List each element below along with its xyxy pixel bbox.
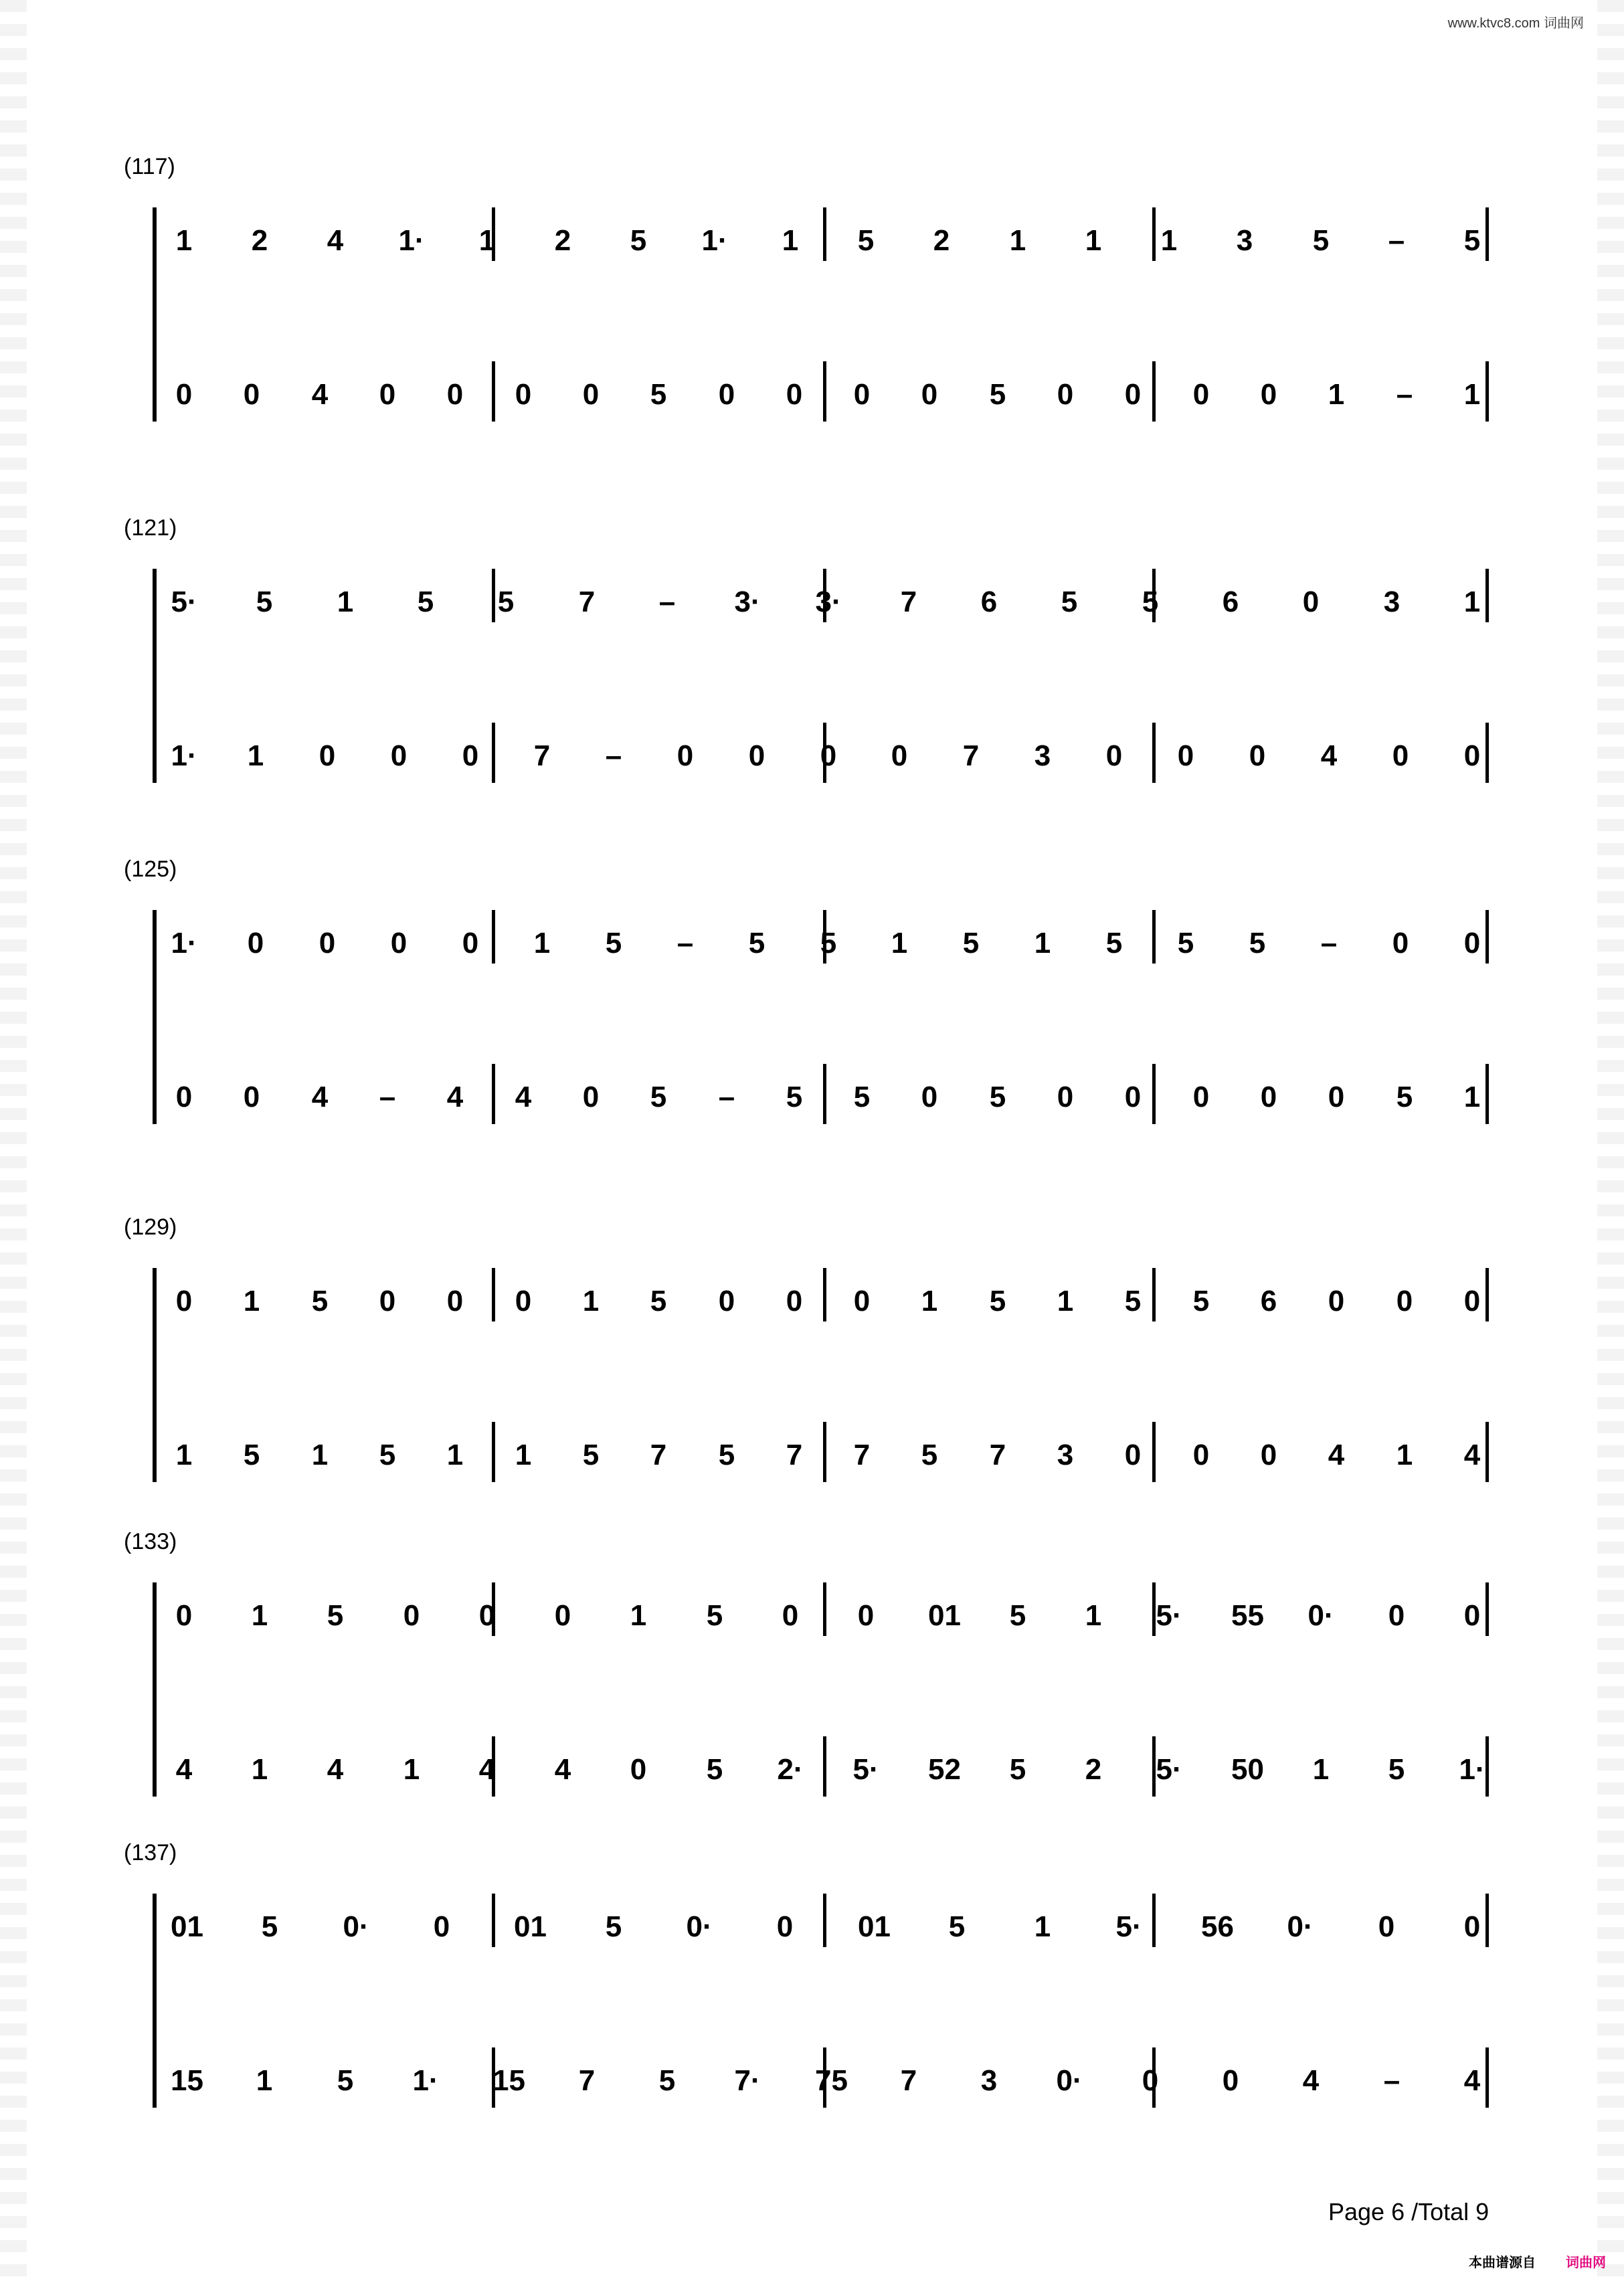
upper-note: 5 [1105,927,1123,960]
upper-note: 0 [390,927,408,960]
upper-note: 7 [900,585,917,618]
lower-note: 0 [786,378,803,411]
barline-lower [492,1064,495,1124]
upper-note: 1 [1085,1599,1102,1632]
upper-note: 1 [1009,224,1026,257]
upper-note: 5 [1177,927,1194,960]
upper-note: 3· [734,585,761,618]
lower-note: 0 [1222,2064,1239,2097]
lower-note: 1· [1459,1753,1485,1786]
upper-note: 3 [1383,585,1401,618]
lower-note: 0 [462,739,479,772]
barline-lower [1485,723,1489,783]
lower-note: 5 [853,1081,871,1113]
upper-note: 0 [1396,1285,1413,1317]
upper-note: 3· [815,585,842,618]
lower-note: 0 [1392,739,1409,772]
upper-note: 0 [175,1285,193,1317]
lower-note: 1 [1396,1439,1413,1471]
upper-note: 5· [1115,1910,1142,1943]
upper-note: 5 [256,585,273,618]
upper-note: 2 [251,224,268,257]
upper-note: 1 [1034,1910,1051,1943]
left-border-decoration [0,0,27,2283]
lower-note: 4 [311,1081,329,1113]
upper-note: 0 [1392,927,1409,960]
lower-note: 5 [786,1081,803,1113]
upper-note: 1 [630,1599,647,1632]
upper-note: 5 [605,927,622,960]
upper-note: 0 [853,1285,871,1317]
upper-note: 0 [515,1285,532,1317]
lower-note: 7 [989,1439,1006,1471]
system-brace [153,569,157,783]
lower-note: 0 [1057,378,1074,411]
upper-note: 5 [1192,1285,1210,1317]
upper-note: 0 [462,927,479,960]
lower-note: 4 [515,1081,532,1113]
lower-note: 5 [650,378,667,411]
barline-upper [492,1894,495,1947]
brand-logo: 词曲网 [1566,2256,1606,2270]
lower-note: 7 [962,739,980,772]
upper-note: 0 [175,1599,193,1632]
lower-note: 0 [1249,739,1266,772]
upper-note: 0 [446,1285,464,1317]
lower-note: 1 [446,1439,464,1471]
barline-lower [823,361,826,422]
lower-note: 1· [412,2064,439,2097]
lower-note: 0 [582,378,600,411]
upper-note: 0· [1307,1599,1334,1632]
page-number: Page 6 /Total 9 [1328,2198,1490,2225]
upper-note: 5 [497,585,515,618]
upper-note: 6 [1260,1285,1277,1317]
barline-lower [1152,1422,1156,1482]
upper-note: 6 [980,585,998,618]
upper-note: 0 [319,927,336,960]
lower-note: 0 [1260,1081,1277,1113]
lower-note: 0 [1124,1439,1142,1471]
lower-note: 0 [1260,1439,1277,1471]
upper-note: 5 [962,927,980,960]
lower-note: 15 [171,2064,203,2097]
upper-note: 5 [417,585,434,618]
upper-note: 0 [1302,585,1320,618]
lower-note: 5 [243,1439,260,1471]
upper-note: 1 [1160,224,1178,257]
barline-lower [1485,361,1489,422]
upper-note: 1· [701,224,728,257]
upper-note: 1 [1463,585,1481,618]
upper-note: 5 [857,224,875,257]
lower-note: 3 [1034,739,1051,772]
upper-note: 5 [605,1910,622,1943]
lower-note: 1 [1463,1081,1481,1113]
upper-note: 5 [650,1285,667,1317]
lower-note: 4 [1463,1439,1481,1471]
lower-note: 7 [650,1439,667,1471]
upper-note: 0 [786,1285,803,1317]
upper-note: 0 [1463,927,1481,960]
upper-note: 5 [820,927,837,960]
lower-note: 5 [989,1081,1006,1113]
upper-note: 5· [171,585,197,618]
lower-note: 0 [243,1081,260,1113]
lower-note: 0 [1463,739,1481,772]
lower-note: – [1396,378,1413,411]
lower-note: 5 [1388,1753,1405,1786]
lower-note: 7 [533,739,551,772]
upper-note: 0 [379,1285,396,1317]
upper-note: 56 [1201,1910,1234,1943]
lower-note: 50 [1231,1753,1264,1786]
lower-note: 0 [390,739,408,772]
upper-note: 1 [533,927,551,960]
lower-note: 5 [1396,1081,1413,1113]
lower-note: 0 [853,378,871,411]
lower-note: 4 [478,1753,496,1786]
upper-note: 0 [403,1599,420,1632]
lower-note: – [605,739,622,772]
lower-note: 1 [256,2064,273,2097]
lower-note: 75 [815,2064,848,2097]
lower-note: 0 [1057,1081,1074,1113]
barline-upper [823,1268,826,1321]
upper-note: 0 [718,1285,735,1317]
upper-note: 5 [311,1285,329,1317]
system-brace [153,1582,157,1797]
lower-note: 1 [251,1753,268,1786]
upper-note: 1 [1085,224,1102,257]
upper-note: – [1388,224,1405,257]
upper-note: 5 [630,224,647,257]
lower-note: 4 [1302,2064,1320,2097]
upper-note: 0 [1388,1599,1405,1632]
lower-note: 5 [658,2064,676,2097]
upper-note: 01 [514,1910,547,1943]
barline-upper [823,207,826,261]
upper-note: – [676,927,694,960]
upper-note: 0 [1378,1910,1395,1943]
lower-note: 7 [853,1439,871,1471]
barline-upper [823,1582,826,1636]
barline-lower [1152,1064,1156,1124]
lower-note: 4 [175,1753,193,1786]
upper-note: 0 [1328,1285,1345,1317]
upper-note: 1 [782,224,799,257]
barline-lower [1485,1736,1489,1797]
system-brace [153,1268,157,1482]
barline-upper [1152,910,1156,964]
upper-note: 6 [1222,585,1239,618]
barline-lower [492,361,495,422]
lower-note: 5 [650,1081,667,1113]
upper-note: 5 [1124,1285,1142,1317]
lower-note: 0 [1105,739,1123,772]
barline-lower [1485,2047,1489,2108]
lower-note: 0 [921,378,938,411]
barline-upper [492,910,495,964]
measure-number: (125) [124,856,177,882]
lower-note: 5· [852,1753,879,1786]
lower-note: 0 [319,739,336,772]
lower-note: 4 [446,1081,464,1113]
upper-note: 5· [1156,1599,1182,1632]
upper-note: – [1320,927,1338,960]
lower-note: 0 [1124,1081,1142,1113]
system-brace [153,207,157,422]
system-brace [153,910,157,1124]
lower-note: 5 [337,2064,354,2097]
upper-note: 5 [1061,585,1078,618]
barline-upper [1152,1268,1156,1321]
upper-note: 0 [433,1910,450,1943]
lower-note: 15 [492,2064,525,2097]
upper-note: 5 [748,927,765,960]
lower-note: 1 [403,1753,420,1786]
upper-note: 55 [1231,1599,1264,1632]
lower-note: 1 [247,739,264,772]
upper-note: 5 [706,1599,723,1632]
lower-note: – [1383,2064,1401,2097]
lower-note: 0· [1056,2064,1083,2097]
lower-note: 5· [1156,1753,1182,1786]
upper-note: 1 [251,1599,268,1632]
upper-note: 0· [343,1910,369,1943]
lower-note: 1 [1328,378,1345,411]
barline-upper [492,1268,495,1321]
lower-note: – [379,1081,396,1113]
lower-note: 1 [515,1439,532,1471]
barline-upper [1485,207,1489,261]
upper-note: 01 [171,1910,203,1943]
upper-note: 0 [776,1910,794,1943]
lower-note: 0 [1142,2064,1159,2097]
measure-number: (133) [124,1529,177,1554]
barline-upper [1152,1894,1156,1947]
lower-note: 52 [928,1753,961,1786]
lower-note: 0 [1192,1081,1210,1113]
upper-note: 7 [578,585,596,618]
lower-note: 5 [706,1753,723,1786]
upper-note: 1 [891,927,908,960]
lower-note: 1 [1312,1753,1330,1786]
measure-number: (121) [124,515,177,541]
barline-lower [823,1422,826,1482]
upper-note: 1· [398,224,425,257]
barline-lower [823,1736,826,1797]
lower-note: 0 [921,1081,938,1113]
lower-note: 0 [748,739,765,772]
lower-note: 0 [1124,378,1142,411]
upper-note: 0 [247,927,264,960]
lower-note: 0 [175,1081,193,1113]
lower-note: 2· [777,1753,804,1786]
upper-note: 0· [1287,1910,1314,1943]
lower-note: 0 [379,378,396,411]
upper-note: 4 [327,224,344,257]
upper-note: 5 [1142,585,1159,618]
lower-note: 7 [900,2064,917,2097]
upper-note: 0· [686,1910,713,1943]
upper-note: 01 [858,1910,891,1943]
upper-note: 5 [1249,927,1266,960]
upper-note: 1 [921,1285,938,1317]
lower-note: 4 [327,1753,344,1786]
lower-note: – [718,1081,735,1113]
lower-note: 4 [1320,739,1338,772]
barline-lower [823,1064,826,1124]
lower-note: 2 [1085,1753,1102,1786]
upper-note: 5 [1009,1599,1026,1632]
upper-note: 01 [928,1599,961,1632]
upper-note: 5 [1463,224,1481,257]
upper-note: 2 [933,224,950,257]
upper-note: 0 [782,1599,799,1632]
upper-note: 5 [327,1599,344,1632]
barline-upper [1485,1582,1489,1636]
upper-note: 5 [1312,224,1330,257]
lower-note: 1 [311,1439,329,1471]
upper-note: 1 [1034,927,1051,960]
lower-note: 0 [718,378,735,411]
upper-note: 1 [175,224,193,257]
lower-note: 4 [311,378,329,411]
lower-note: 0 [891,739,908,772]
upper-note: 3 [1236,224,1253,257]
lower-note: 7 [786,1439,803,1471]
upper-note: 0 [1463,1285,1481,1317]
lower-note: 1· [171,739,197,772]
lower-note: 4 [1328,1439,1345,1471]
barline-lower [492,1422,495,1482]
lower-note: 0 [582,1081,600,1113]
measure-number: (117) [124,154,175,179]
barline-lower [1152,723,1156,783]
lower-note: 0 [243,378,260,411]
barline-lower [1485,1422,1489,1482]
upper-note: 0 [1463,1599,1481,1632]
source-label: 本曲谱源自 [1469,2256,1536,2270]
upper-note: 1 [243,1285,260,1317]
measure-number: (129) [124,1214,177,1240]
upper-note: 1 [478,224,496,257]
lower-note: 5 [582,1439,600,1471]
upper-note: 1· [171,927,197,960]
lower-note: 4 [1463,2064,1481,2097]
lower-note: 0 [1192,1439,1210,1471]
upper-note: 0 [1463,1910,1481,1943]
barline-upper [1485,569,1489,622]
lower-note: 5 [1009,1753,1026,1786]
lower-note: 0 [446,378,464,411]
lower-note: 5 [989,378,1006,411]
upper-note: 1 [1057,1285,1074,1317]
lower-note: 0 [175,378,193,411]
lower-note: 0 [1260,378,1277,411]
upper-note: 0 [478,1599,496,1632]
upper-note: 0 [554,1599,571,1632]
lower-note: 3 [980,2064,998,2097]
barline-lower [492,723,495,783]
lower-note: 3 [1057,1439,1074,1471]
lower-note: 1 [175,1439,193,1471]
barline-upper [1485,910,1489,964]
lower-note: 0 [676,739,694,772]
lower-note: 0 [630,1753,647,1786]
barline-upper [1485,1894,1489,1947]
barline-upper [1485,1268,1489,1321]
upper-note: 0 [857,1599,875,1632]
lower-note: 5 [921,1439,938,1471]
lower-note: 0 [515,378,532,411]
upper-note: 2 [554,224,571,257]
barline-upper [823,1894,826,1947]
upper-note: – [658,585,676,618]
lower-note: 0 [1328,1081,1345,1113]
site-watermark: www.ktvc8.com 词曲网 [1447,16,1584,31]
lower-note: 5 [718,1439,735,1471]
lower-note: 0 [1177,739,1194,772]
upper-note: 5 [948,1910,966,1943]
upper-note: 5 [261,1910,278,1943]
lower-note: 4 [554,1753,571,1786]
barline-lower [1152,361,1156,422]
upper-note: 1 [337,585,354,618]
lower-note: 7 [578,2064,596,2097]
measure-number: (137) [124,1840,177,1865]
lower-note: 5 [379,1439,396,1471]
upper-note: 5 [989,1285,1006,1317]
right-border-decoration [1597,0,1624,2283]
barline-lower [1485,1064,1489,1124]
upper-note: 1 [582,1285,600,1317]
system-brace [153,1894,157,2108]
lower-note: 0 [820,739,837,772]
lower-note: 7· [734,2064,761,2097]
lower-note: 0 [1192,378,1210,411]
lower-note: 1 [1463,378,1481,411]
